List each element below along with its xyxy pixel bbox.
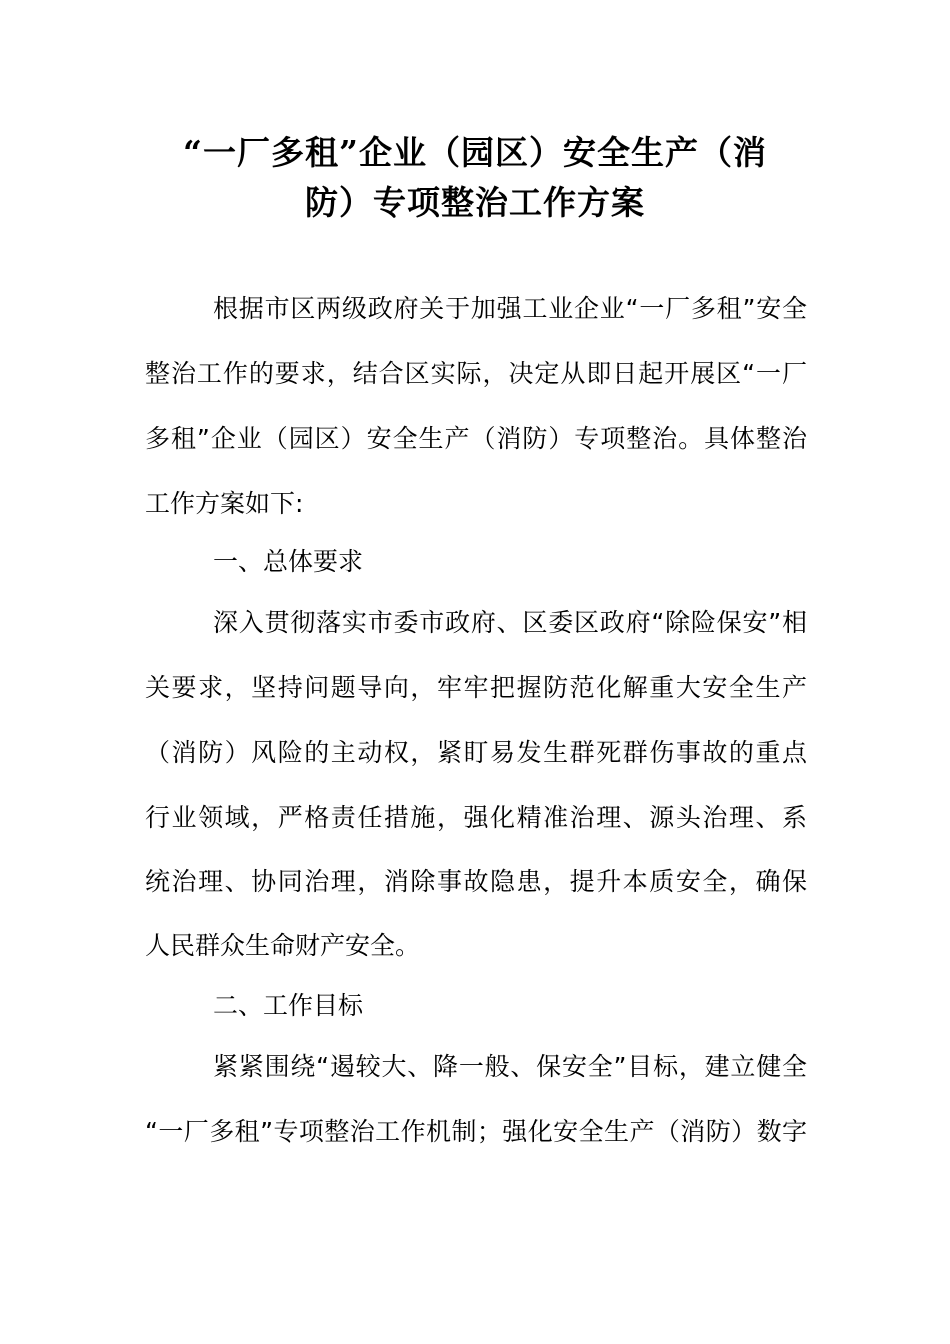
section-heading: 二、工作目标 (213, 991, 364, 1020)
paragraph-line: 整治工作的要求，结合区实际，决定从即日起开展区“一厂 (145, 359, 807, 388)
section-heading: 一、总体要求 (213, 547, 364, 576)
paragraph-line: 行业领域，严格责任措施，强化精准治理、源头治理、系 (145, 803, 807, 832)
paragraph-line: 紧紧围绕“遏较大、降一般、保安全”目标，建立健全 (213, 1052, 807, 1081)
document-title-line-2: 防）专项整治工作方案 (305, 183, 645, 222)
document-title-line-1: “一厂多租”企业（园区）安全生产（消 (183, 133, 767, 172)
paragraph-line: 多租”企业（园区）安全生产（消防）专项整治。具体整治 (145, 424, 807, 453)
paragraph-line: （消防）风险的主动权，紧盯易发生群死群伤事故的重点 (145, 738, 807, 767)
paragraph-line: 统治理、协同治理，消除事故隐患，提升本质安全，确保 (145, 867, 807, 896)
paragraph-line: 工作方案如下: (145, 489, 304, 518)
paragraph-line: 人民群众生命财产安全。 (145, 931, 421, 960)
paragraph-line: 关要求，坚持问题导向，牢牢把握防范化解重大安全生产 (145, 673, 807, 702)
paragraph-line: “一厂多租”专项整治工作机制；强化安全生产（消防）数字 (145, 1117, 807, 1146)
paragraph-line: 根据市区两级政府关于加强工业企业“一厂多租”安全 (213, 294, 807, 323)
paragraph-line: 深入贯彻落实市委市政府、区委区政府“除险保安”相 (213, 608, 807, 637)
